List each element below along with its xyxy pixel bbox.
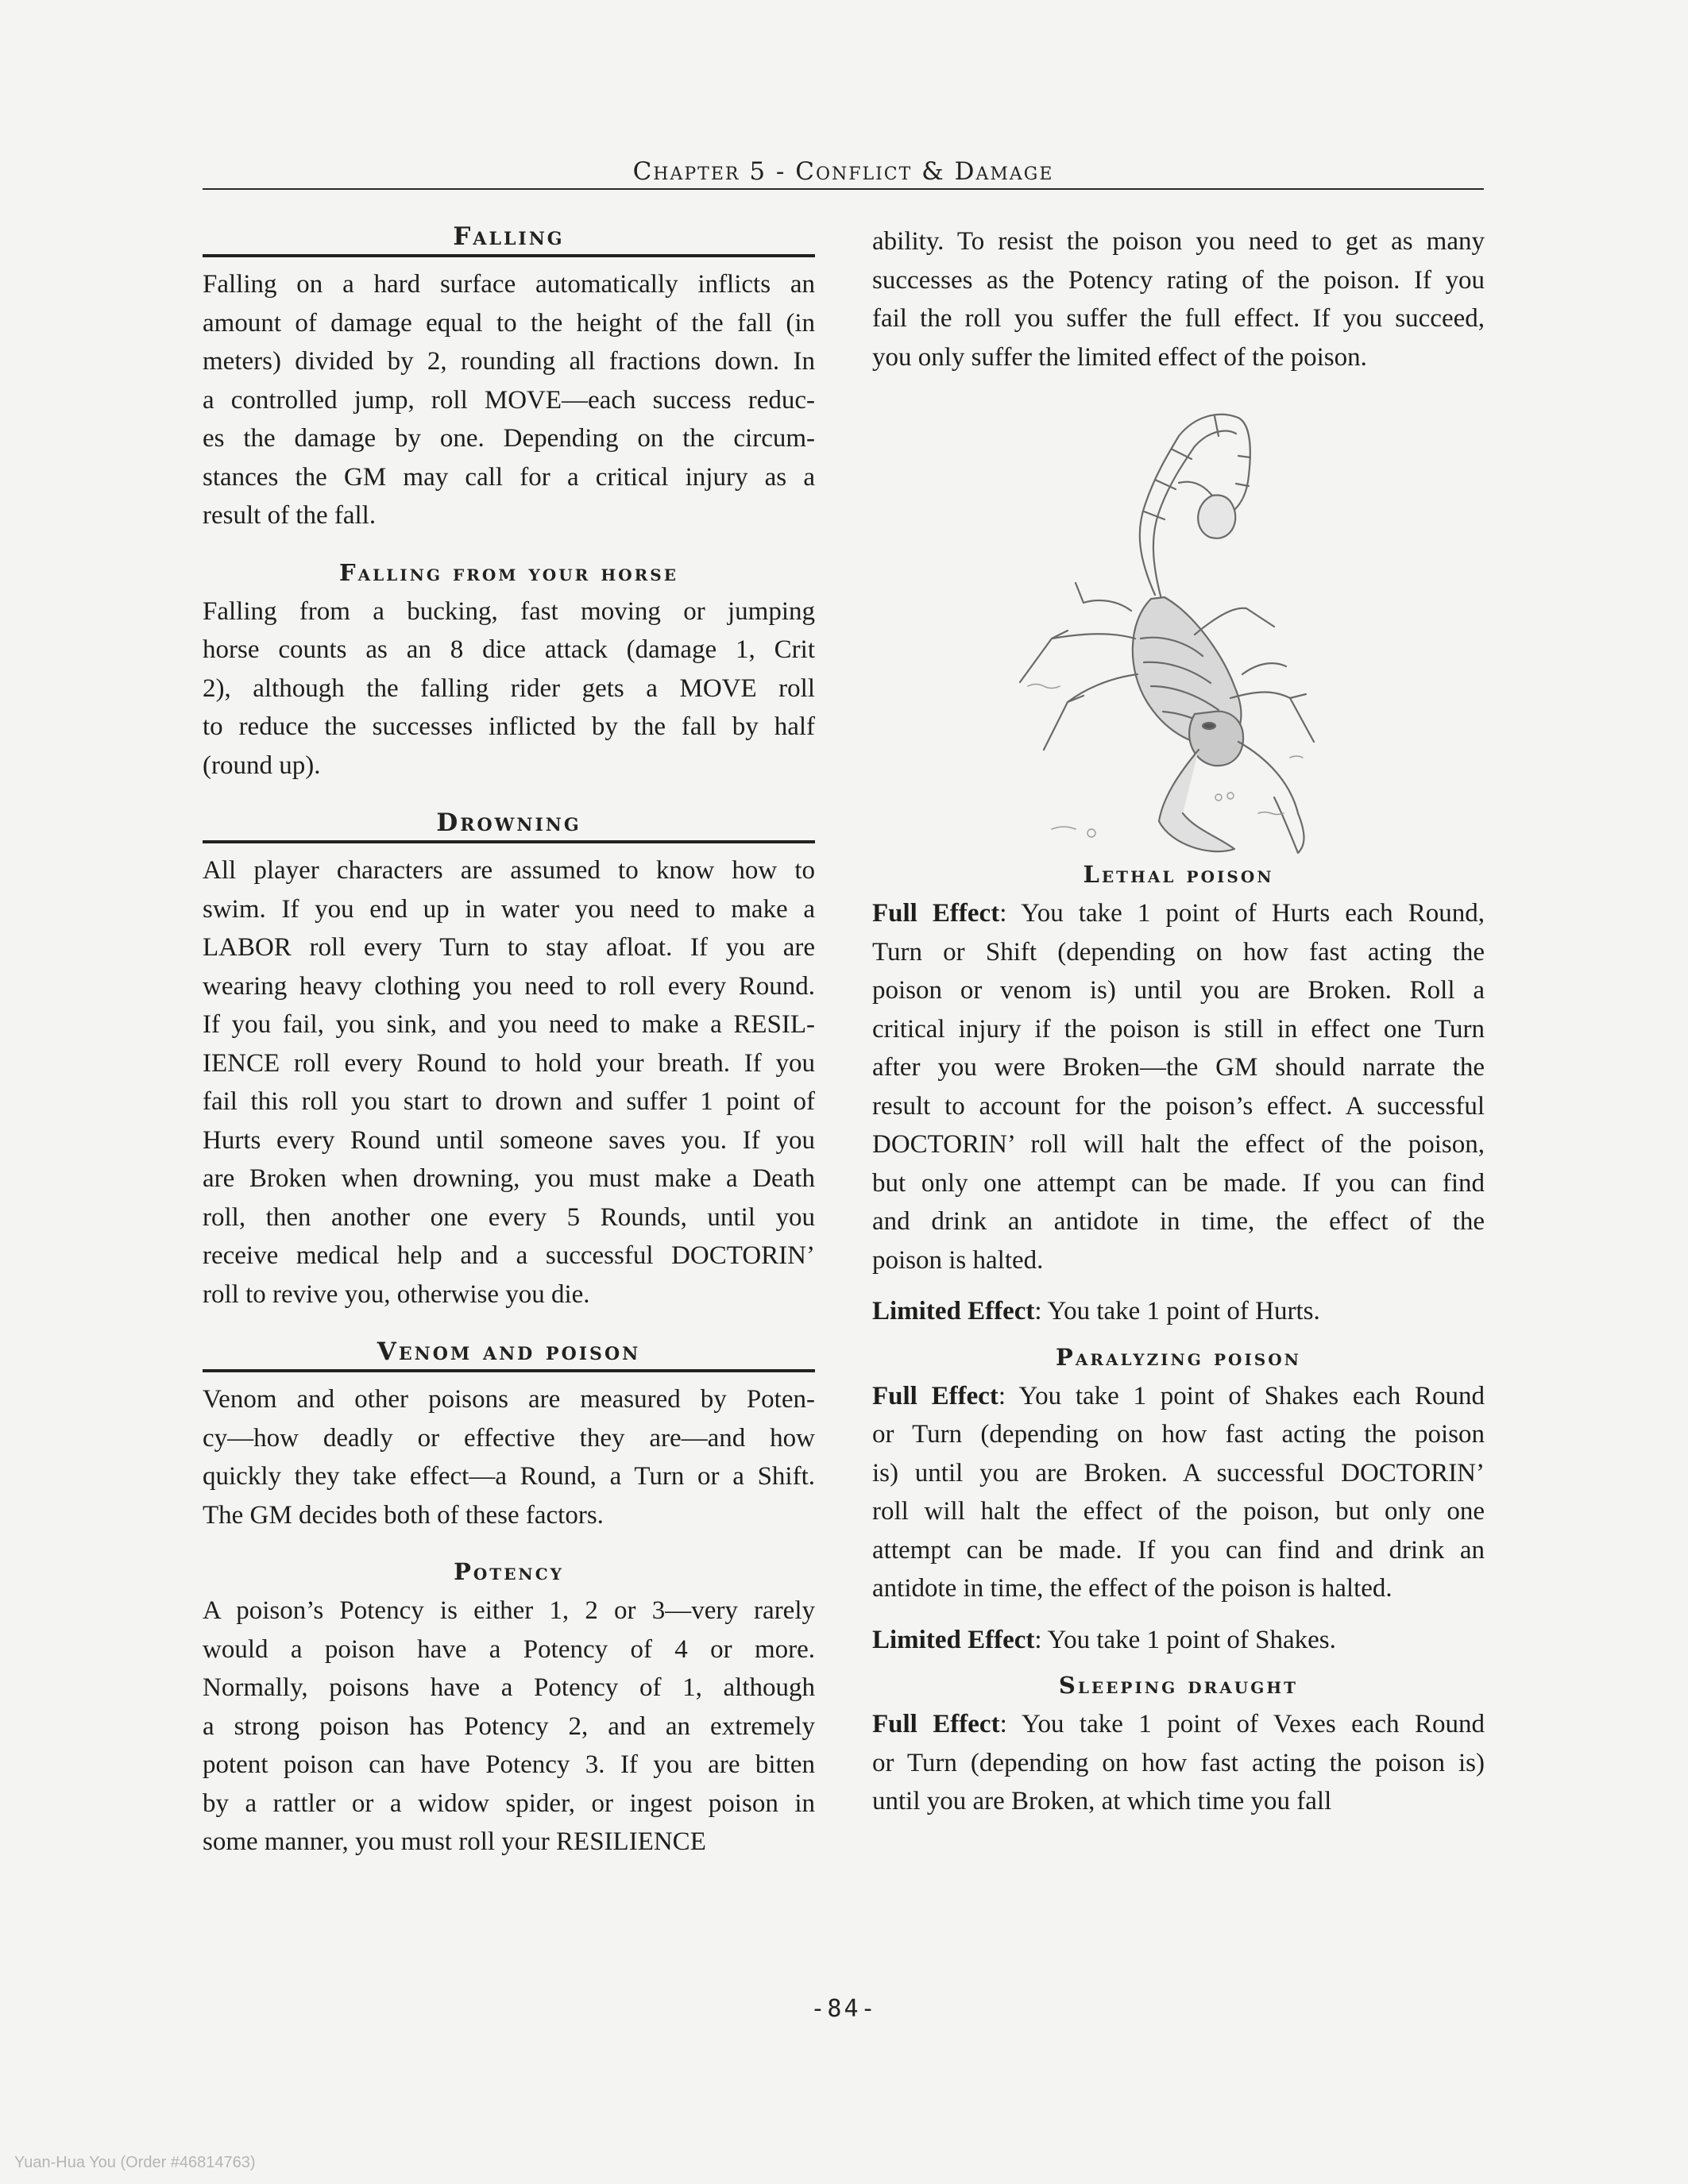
- full-effect-label: Full Effect: [872, 899, 1000, 928]
- text-line: [872, 1621, 1485, 1660]
- heading-sleeping-draught: Sleeping draught: [1058, 1672, 1299, 1699]
- text-line: Venom and other poisons are measured by Poten-: [203, 1385, 815, 1414]
- text-line: some manner, you must roll your RESILIENCE: [203, 1827, 706, 1856]
- text-line: to reduce the successes inflicted by the fall by half: [203, 712, 815, 741]
- heading-potency: Potency: [454, 1558, 564, 1585]
- section-paralyzing-poison: [872, 1344, 1485, 1660]
- text-line: a strong poison has Potency 2, and an extremely: [203, 1711, 815, 1741]
- full-effect-label: Full Effect: [872, 1381, 999, 1410]
- paragraph-lethal-limited-effect: [872, 1292, 1485, 1331]
- limited-effect-label: Limited Effect: [872, 1625, 1035, 1654]
- heading-falling: Falling: [203, 222, 815, 257]
- text-line: until you are Broken, at which time you fall: [872, 1787, 1332, 1815]
- paragraph-paralyzing-full-effect: [872, 1377, 1485, 1608]
- left-column: [203, 222, 815, 1862]
- text-line: result to account for the poison’s effect. A successful: [872, 1091, 1485, 1121]
- full-effect-label: Full Effect: [872, 1710, 1000, 1738]
- order-watermark: Yuan-Hua You (Order #46814763): [14, 2154, 256, 2171]
- paragraph-resist-intro: [872, 222, 1485, 376]
- section-lethal-poison: [872, 861, 1485, 1331]
- heading-drowning: Drowning: [203, 808, 815, 843]
- heading-falling-horse: Falling from your horse: [338, 558, 678, 586]
- page-number: -84-: [810, 1995, 878, 2023]
- text-line: Hurts every Round until someone saves you. If you: [203, 1125, 815, 1155]
- section-falling-horse: [203, 559, 815, 785]
- heading-lethal-poison: Lethal poison: [1083, 861, 1274, 888]
- text-line: Falling from a bucking, fast moving or jumping: [203, 596, 815, 626]
- heading-paralyzing-poison: Paralyzing poison: [1056, 1343, 1301, 1371]
- text-line: Full Effect: You take 1 point of Vexes each Round: [872, 1710, 1485, 1738]
- text-line: If you fail, you sink, and you need to make a RESIL-: [203, 1010, 815, 1039]
- text-line: LABOR roll every Turn to stay afloat. If you are: [203, 933, 815, 962]
- text-line: result of the fall.: [203, 501, 377, 530]
- text-line: A poison’s Potency is either 1, 2 or 3—very rarely: [203, 1596, 815, 1625]
- text-line: quickly they take effect—a Round, a Turn or a Shift.: [203, 1462, 815, 1491]
- text-line: cy—how deadly or effective they are—and how: [203, 1423, 815, 1453]
- text-line: 2), although the falling rider gets a MOVE roll: [203, 673, 815, 703]
- text-line: horse counts as an 8 dice attack (damage 1, Crit: [203, 635, 815, 664]
- paragraph-falling: [203, 265, 815, 535]
- text-line: ability. To resist the poison you need to get as many: [872, 227, 1485, 256]
- scorpion-illustration-icon: [956, 400, 1401, 861]
- text-line: after you were Broken—the GM should narrate the: [872, 1053, 1485, 1082]
- text-line: poison or venom is) until you are Broken. Roll a: [872, 976, 1485, 1005]
- text-line: receive medical help and a successful DOCTORIN’: [203, 1241, 815, 1270]
- text-line: but only one attempt can be made. If you can find: [872, 1168, 1485, 1198]
- header-rule: [203, 188, 1484, 190]
- limited-effect-text: : You take 1 point of Hurts.: [1034, 1297, 1320, 1325]
- text-line: by a rattler or a widow spider, or ingest poison in: [203, 1788, 815, 1818]
- text-line: DOCTORIN’ roll will halt the effect of the poison,: [872, 1130, 1485, 1159]
- text-line: Full Effect: You take 1 point of Hurts each Round,: [872, 899, 1485, 928]
- text-line: All player characters are assumed to know how to: [203, 856, 815, 885]
- paragraph-lethal-full-effect: [872, 894, 1485, 1279]
- paragraph-sleeping-full-effect: [872, 1705, 1485, 1821]
- paragraph-venom: [203, 1380, 815, 1534]
- right-column: [872, 222, 1485, 1821]
- text-line: fail the roll you suffer the full effect. If you succeed,: [872, 304, 1485, 333]
- text-line: or Turn (depending on how fast acting the poison: [872, 1420, 1485, 1449]
- text-line: Turn or Shift (depending on how fast acting the: [872, 937, 1485, 967]
- text-line: The GM decides both of these factors.: [203, 1500, 604, 1530]
- text-line: stances the GM may call for a critical injury as a: [203, 462, 815, 492]
- text-line: IENCE roll every Round to hold your breath. If you: [203, 1048, 815, 1078]
- text-line: wearing heavy clothing you need to roll every Round.: [203, 971, 815, 1001]
- section-drowning: [203, 808, 815, 1314]
- limited-effect-label: Limited Effect: [872, 1297, 1035, 1325]
- text-line: swim. If you end up in water you need to make a: [203, 894, 815, 924]
- limited-effect-text: : You take 1 point of Shakes.: [1034, 1625, 1336, 1654]
- chapter-header: Chapter 5 - Conflict & Damage: [632, 157, 1054, 186]
- section-potency: [203, 1558, 815, 1862]
- text-line: is) until you are Broken. A successful DOCTORIN’: [872, 1458, 1485, 1488]
- text-line: successes as the Potency rating of the poison. If you: [872, 265, 1485, 295]
- text-line: are Broken when drowning, you must make a Death: [203, 1164, 815, 1193]
- text-line: attempt can be made. If you can find and drink an: [872, 1535, 1485, 1565]
- paragraph-paralyzing-limited-effect: [872, 1621, 1485, 1660]
- text-line: fail this roll you start to drown and suffer 1 point of: [203, 1087, 815, 1116]
- text-line: Full Effect: You take 1 point of Shakes each Round: [872, 1381, 1485, 1410]
- section-sleeping-draught: [872, 1672, 1485, 1821]
- text-line: meters) divided by 2, rounding all fractions down. In: [203, 347, 815, 376]
- text-line: a controlled jump, roll MOVE—each success reduc-: [203, 385, 815, 415]
- paragraph-drowning: [203, 851, 815, 1314]
- section-falling: [203, 222, 815, 535]
- text-line: amount of damage equal to the height of the fall (in: [203, 308, 815, 338]
- text-line: roll will halt the effect of the poison, but only one: [872, 1497, 1485, 1526]
- text-line: Normally, poisons have a Potency of 1, although: [203, 1673, 815, 1702]
- text-line: potent poison can have Potency 3. If you are bitten: [203, 1750, 815, 1779]
- text-line: critical injury if the poison is still in effect one Turn: [872, 1014, 1485, 1044]
- paragraph-falling-horse: [203, 592, 815, 785]
- text-line: you only suffer the limited effect of the poison.: [872, 342, 1367, 372]
- text-line: or Turn (depending on how fast acting the poison is): [872, 1748, 1485, 1777]
- text-line: poison is halted.: [872, 1245, 1044, 1275]
- text-line: es the damage by one. Depending on the circum-: [203, 424, 815, 453]
- text-line: Falling on a hard surface automatically inflicts an: [203, 270, 815, 299]
- paragraph-potency: [203, 1592, 815, 1862]
- section-venom: [203, 1337, 815, 1534]
- text-line: and drink an antidote in time, the effect of the: [872, 1207, 1485, 1236]
- text-line: (round up).: [203, 751, 321, 780]
- text-line: roll to revive you, otherwise you die.: [203, 1279, 590, 1309]
- text-line: roll, then another one every 5 Rounds, until you: [203, 1202, 815, 1232]
- text-line: [872, 1292, 1485, 1331]
- heading-venom-and-poison: Venom and poison: [203, 1337, 815, 1372]
- text-line: antidote in time, the effect of the poison is halted.: [872, 1574, 1393, 1603]
- text-line: would a poison have a Potency of 4 or more.: [203, 1634, 815, 1664]
